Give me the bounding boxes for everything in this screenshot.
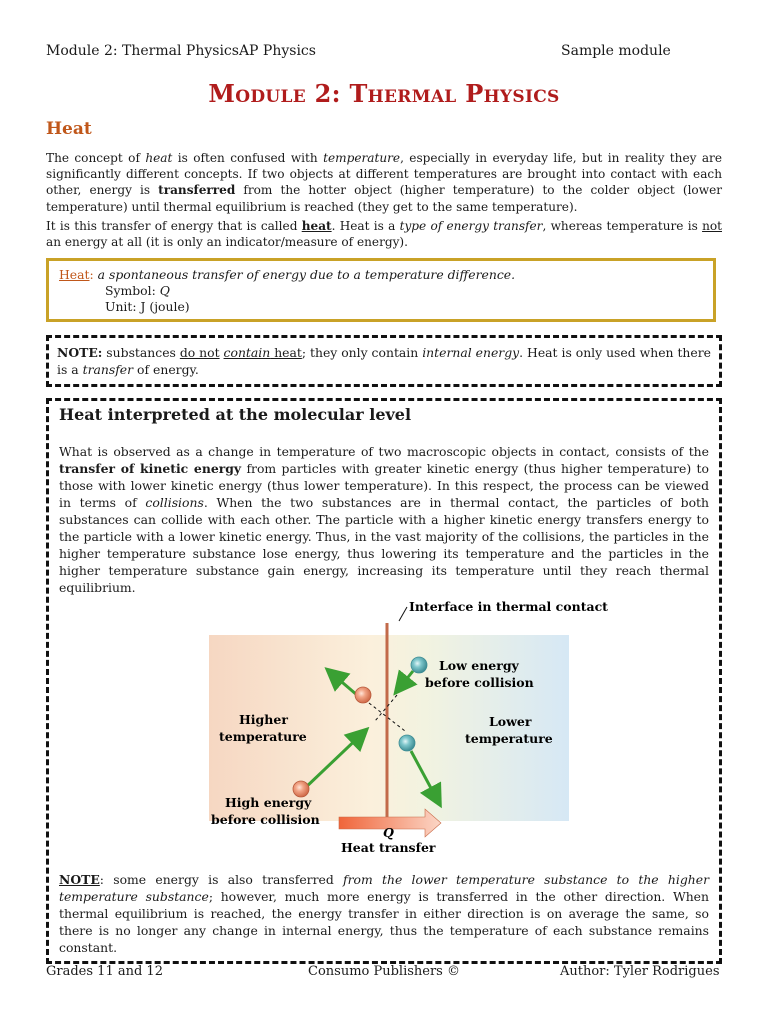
section-heading: Heat bbox=[46, 119, 92, 139]
higher-temp-label-2: temperature bbox=[219, 729, 307, 744]
interface-label: Interface in thermal contact bbox=[409, 599, 608, 614]
definition-term: Heat bbox=[59, 267, 90, 282]
note-paragraph-reverse-transfer: NOTE: some energy is also transferred from the lower temperature substance to the higher temperature substance; however, much more energy is transferred in the other direction. When thermal equilibrium is reached, the energy transfer in either direction is on average the same, so there is no longer any change in internal energy, thus the temperature of each substance remains constant. bbox=[59, 872, 709, 955]
low-energy-label-1: Low energy bbox=[439, 658, 519, 673]
header-right: Sample module bbox=[561, 43, 671, 59]
definition-text: a spontaneous transfer of energy due to a temperature difference. bbox=[93, 267, 516, 282]
low-energy-label-2: before collision bbox=[425, 675, 534, 690]
interface-pointer bbox=[399, 607, 407, 621]
collision-diagram bbox=[189, 591, 629, 861]
lower-temp-label-2: temperature bbox=[465, 731, 553, 746]
hot-particle-after bbox=[355, 687, 371, 703]
higher-temp-label-1: Higher bbox=[239, 712, 288, 727]
footer-center: Consumo Publishers © bbox=[308, 964, 460, 979]
cold-particle-before bbox=[411, 657, 427, 673]
footer-right: Author: Tyler Rodrigues bbox=[560, 964, 720, 979]
molecular-heading: Heat interpreted at the molecular level bbox=[59, 405, 412, 424]
definition-unit: Unit: J (joule) bbox=[105, 299, 190, 314]
note-label: NOTE: bbox=[57, 345, 103, 360]
definition-symbol: Symbol: Q bbox=[105, 283, 170, 298]
q-label: Q bbox=[383, 825, 394, 840]
high-energy-label-1: High energy bbox=[225, 795, 312, 810]
high-energy-label-2: before collision bbox=[211, 812, 320, 827]
footer-left: Grades 11 and 12 bbox=[46, 964, 163, 979]
definition-line: Heat: a spontaneous transfer of energy due to a temperature difference. bbox=[59, 267, 516, 282]
note-box-contain-heat: NOTE: substances do not contain heat; they only contain internal energy. Heat is only used when there is a transfer of energy. bbox=[46, 335, 722, 387]
heat-transfer-label: Heat transfer bbox=[341, 840, 436, 855]
molecular-level-box bbox=[46, 398, 722, 964]
header-left: Module 2: Thermal PhysicsAP Physics bbox=[46, 43, 316, 59]
paragraph-heat-concept: The concept of heat is often confused with temperature, especially in everyday life, but in reality they are significantly different concepts. If two objects at different temperatures are brought into contact with each other, energy is transferred from the hotter object (higher temperature) to the colder object (lower temperature) until thermal equilibrium is reached (they get to the same temperature). bbox=[46, 151, 723, 214]
paragraph-heat-transfer: It is this transfer of energy that is called heat. Heat is a type of energy transfer, whereas temperature is not an energy at all (it is only an indicator/measure of energy). bbox=[46, 219, 722, 250]
molecular-paragraph: What is observed as a change in temperature of two macroscopic objects in contact, consists of the transfer of kinetic energy from particles with greater kinetic energy (thus higher temperature) to those with lower kinetic energy (thus lower temperature). In this respect, the process can be viewed in terms of collisions. When the two substances are in thermal contact, the particles of both substances can collide with each other. The particle with a higher kinetic energy transfers energy to the particle with a lower kinetic energy. Thus, in the vast majority of the collisions, the particles in the higher temperature substance lose energy, thus lowering its temperature and the particles in the higher temperature substance gain energy, increasing its temperature until they reach thermal equilibrium. bbox=[59, 444, 709, 595]
page-title: Module 2: Thermal Physics bbox=[208, 79, 560, 108]
definition-box bbox=[46, 258, 716, 322]
cold-particle-after bbox=[399, 735, 415, 751]
lower-temp-label-1: Lower bbox=[489, 714, 532, 729]
